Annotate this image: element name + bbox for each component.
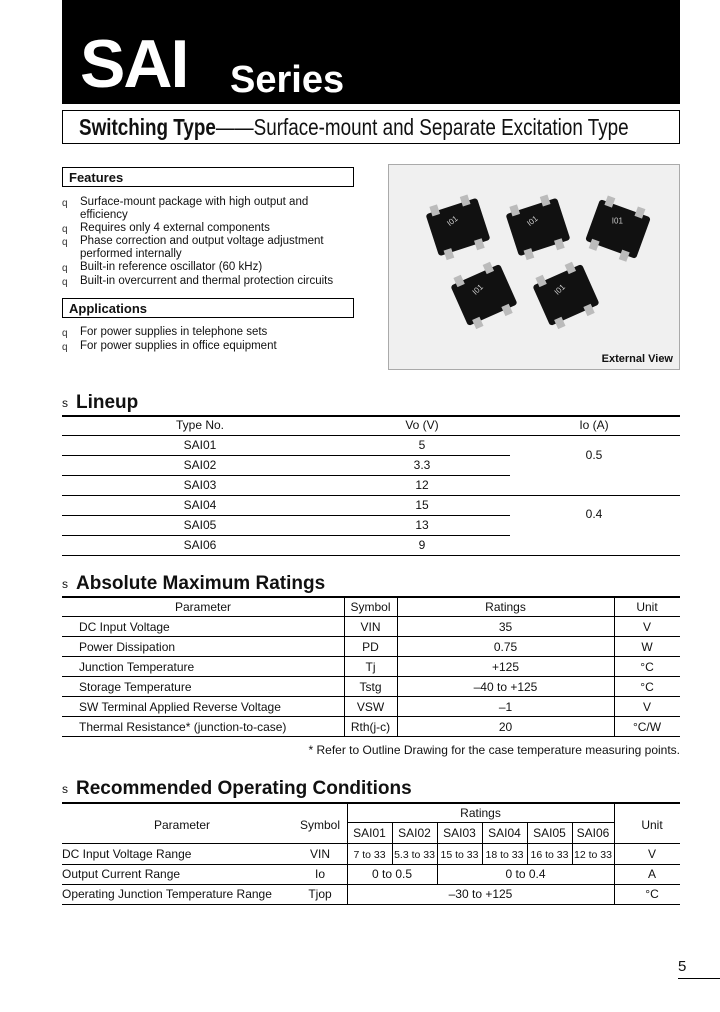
rule <box>62 415 680 417</box>
rule <box>62 843 680 844</box>
rec-col-parameter: Parameter <box>153 818 211 832</box>
lineup-type: SAI04 <box>183 498 217 512</box>
rule <box>62 555 680 556</box>
abs-unit: V <box>642 620 651 634</box>
rec-vin-range: 15 to 33 <box>440 849 479 861</box>
rec-vin-range: 7 to 33 <box>353 849 386 861</box>
abs-rating: 20 <box>498 720 513 734</box>
chip-image <box>426 198 491 257</box>
chip-image <box>585 199 651 259</box>
chip-image <box>532 264 599 326</box>
bullet: q <box>62 263 68 274</box>
lineup-type: SAI01 <box>183 438 217 452</box>
subtitle-bold: Switching Type <box>79 114 216 140</box>
rec-op-heading <box>62 778 412 800</box>
rec-model: SAI05 <box>533 826 566 840</box>
chip-image <box>450 264 517 326</box>
rule <box>347 822 614 823</box>
rule <box>62 802 680 804</box>
rec-symbol: VIN <box>309 847 330 861</box>
footnote: * Refer to Outline Drawing for the case temperature measuring points. <box>308 743 680 757</box>
abs-symbol: VIN <box>360 620 381 634</box>
rec-model: SAI03 <box>443 826 476 840</box>
rec-col-symbol: Symbol <box>299 818 340 832</box>
abs-param: Thermal Resistance* (junction-to-case) <box>79 720 287 734</box>
rec-model: SAI02 <box>398 826 431 840</box>
rec-tjop-range: –30 to +125 <box>448 887 513 901</box>
section-bullet: s <box>62 781 68 796</box>
rule <box>62 696 680 697</box>
abs-symbol: PD <box>362 640 379 654</box>
subtitle-dash: —— <box>215 114 254 140</box>
rec-unit: V <box>647 847 656 861</box>
feature-item: Requires only 4 external components <box>80 222 270 234</box>
feature-item: Surface-mount package with high output and <box>80 196 309 208</box>
lineup-vo: 12 <box>415 478 429 492</box>
rule <box>62 616 680 617</box>
rule <box>678 978 720 979</box>
page-number: 5 <box>678 958 687 975</box>
rec-symbol: Io <box>314 867 325 881</box>
abs-col-symbol: Symbol <box>350 600 391 614</box>
lineup-title: Lineup <box>76 392 139 413</box>
applications-heading: Applications <box>62 298 354 318</box>
abs-unit: °C <box>640 680 654 694</box>
abs-param: SW Terminal Applied Reverse Voltage <box>79 700 281 714</box>
lineup-col-vo: Vo (V) <box>405 418 439 432</box>
rec-io-range: 0 to 0.4 <box>505 867 546 881</box>
rule <box>62 656 680 657</box>
rec-param: Operating Junction Temperature Range <box>62 887 272 901</box>
abs-rating: +125 <box>491 660 520 674</box>
rec-model: SAI01 <box>353 826 386 840</box>
abs-unit: °C/W <box>632 720 662 734</box>
abs-symbol: Tstg <box>359 680 382 694</box>
lineup-vo: 5 <box>418 438 426 452</box>
rule <box>62 475 510 476</box>
bullet: q <box>62 224 68 235</box>
abs-param: Power Dissipation <box>79 640 176 654</box>
rule <box>62 535 510 536</box>
lineup-col-io: Io (A) <box>579 418 609 432</box>
rec-col-ratings: Ratings <box>460 806 501 820</box>
abs-max-title: Absolute Maximum Ratings <box>76 573 326 594</box>
subtitle-box <box>62 110 680 144</box>
chip-marking: I01 <box>445 213 460 228</box>
section-bullet: s <box>62 576 68 591</box>
lineup-heading <box>62 392 138 414</box>
abs-unit: V <box>642 700 651 714</box>
abs-col-unit: Unit <box>636 600 658 614</box>
abs-col-ratings: Ratings <box>485 600 526 614</box>
rec-symbol: Tjop <box>308 887 332 901</box>
abs-rating: –1 <box>498 700 513 714</box>
abs-rating: –40 to +125 <box>473 680 538 694</box>
abs-param: Storage Temperature <box>79 680 192 694</box>
subtitle-rest: Surface-mount and Separate Excitation Type <box>253 114 629 140</box>
rec-io-range: 0 to 0.5 <box>371 867 413 881</box>
rec-vin-range: 16 to 33 <box>530 849 569 861</box>
chip-marking: I01 <box>525 213 540 228</box>
chip-marking: I01 <box>611 216 623 226</box>
bullet: q <box>62 328 68 339</box>
abs-unit: °C <box>640 660 654 674</box>
rule <box>62 884 680 885</box>
rec-vin-range: 18 to 33 <box>485 849 524 861</box>
rule <box>62 736 680 737</box>
rec-vin-range: 5.3 to 33 <box>394 849 435 861</box>
rule <box>62 455 510 456</box>
abs-symbol: Rth(j-c) <box>350 720 391 734</box>
feature-item: Built-in reference oscillator (60 kHz) <box>80 261 263 273</box>
rec-param: DC Input Voltage Range <box>62 847 192 861</box>
lineup-io-group2: 0.4 <box>585 507 603 521</box>
lineup-type: SAI05 <box>183 518 217 532</box>
lineup-type: SAI06 <box>183 538 217 552</box>
photo-caption: External View <box>601 353 673 365</box>
lineup-vo: 13 <box>415 518 429 532</box>
abs-param: DC Input Voltage <box>79 620 170 634</box>
abs-symbol: Tj <box>365 660 376 674</box>
rec-unit: A <box>647 867 656 881</box>
lineup-type: SAI03 <box>183 478 217 492</box>
rule <box>62 676 680 677</box>
chip-image <box>506 198 571 257</box>
application-item: For power supplies in office equipment <box>80 340 277 352</box>
rec-vin-range: 12 to 33 <box>574 849 612 861</box>
lineup-vo: 3.3 <box>413 458 431 472</box>
chip-marking: I01 <box>470 282 485 297</box>
rule <box>62 716 680 717</box>
series-title: SAI <box>80 26 188 102</box>
section-bullet: s <box>62 395 68 410</box>
rec-param: Output Current Range <box>62 867 181 881</box>
rec-model: SAI04 <box>488 826 521 840</box>
bullet: q <box>62 277 68 288</box>
rec-unit: °C <box>645 887 659 901</box>
rule <box>62 495 680 496</box>
rec-model: SAI06 <box>576 826 610 840</box>
series-label: Series <box>230 59 345 101</box>
rule <box>62 904 680 905</box>
feature-item: Phase correction and output voltage adjustment <box>80 235 324 247</box>
abs-max-heading <box>62 573 325 595</box>
features-heading: Features <box>62 167 354 187</box>
product-photo <box>388 164 680 370</box>
lineup-io-group1: 0.5 <box>585 448 603 462</box>
rule <box>62 636 680 637</box>
rule <box>62 435 680 436</box>
application-item: For power supplies in telephone sets <box>80 326 268 338</box>
feature-item: efficiency <box>80 209 128 221</box>
rec-col-unit: Unit <box>641 818 663 832</box>
lineup-col-type: Type No. <box>175 418 225 432</box>
lineup-vo: 15 <box>415 498 429 512</box>
abs-rating: 0.75 <box>493 640 518 654</box>
bullet: q <box>62 237 68 248</box>
rule <box>62 515 510 516</box>
abs-symbol: VSW <box>356 700 385 714</box>
bullet: q <box>62 198 68 209</box>
abs-col-parameter: Parameter <box>174 600 232 614</box>
bullet: q <box>62 342 68 353</box>
rec-op-title: Recommended Operating Conditions <box>76 778 412 799</box>
abs-param: Junction Temperature <box>79 660 195 674</box>
feature-item: performed internally <box>80 248 182 260</box>
lineup-vo: 9 <box>418 538 426 552</box>
chip-marking: I01 <box>552 282 567 297</box>
abs-rating: 35 <box>498 620 513 634</box>
feature-item: Built-in overcurrent and thermal protection circuits <box>80 275 334 287</box>
rule <box>62 864 680 865</box>
abs-unit: W <box>641 640 653 654</box>
lineup-type: SAI02 <box>183 458 217 472</box>
rule <box>62 596 680 598</box>
